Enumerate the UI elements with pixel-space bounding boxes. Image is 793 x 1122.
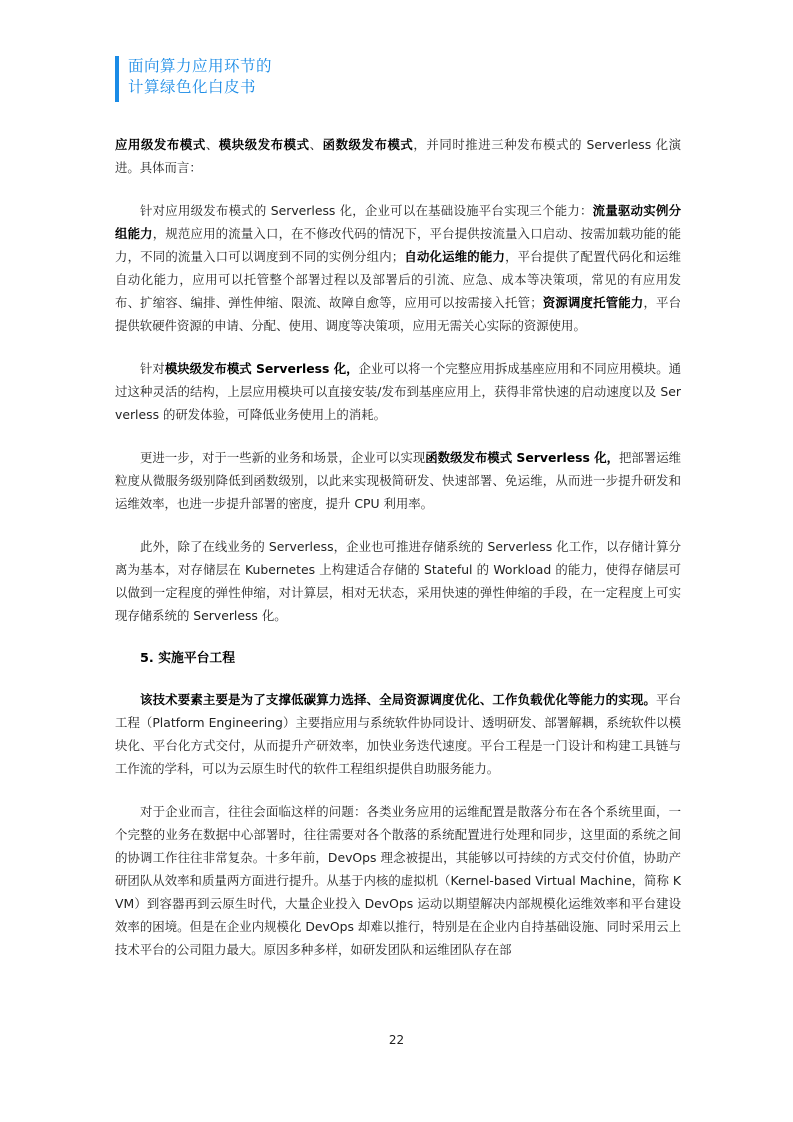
paragraph-application-level (115, 199, 681, 337)
text-span: ，规范应用的流量入口，在不修改代码的情况下，平台提供按流量入口启动、按需加载功能的能力，不同的流量入口可以调度到不同的实例分组内； (115, 226, 682, 264)
text-span: 更进一步，对于一些新的业务和场景，企业可以实现 (140, 450, 426, 465)
text-span: 企业可以将一个完整应用拆成基座应用和不同应用模块。通过这种灵活的结构，上层应用模块可以直接安装/发布到基座应用上，获得非常快速的启动速度以及 Serverless 的研发体验，可降低业务使用上的消耗。 (115, 361, 682, 422)
bold-term: 该技术要素主要是为了支撑低碳算力选择、全局资源调度优化、工作负载优化等能力的实现。 (140, 692, 657, 707)
bold-term: 资源调度托管能力 (542, 295, 644, 310)
document-body (115, 133, 681, 981)
bold-term: 流量驱动实例分组能力 (115, 203, 681, 241)
text-span: ，并同时推进三种发布模式的 Serverless 化演进。具体而言： (115, 137, 682, 175)
text-span: 、 (205, 137, 219, 152)
paragraph-storage-serverless (115, 535, 681, 627)
bold-term: 模块级发布模式 (218, 137, 310, 152)
text-span: 针对 (140, 361, 165, 376)
paragraph-function-level (115, 446, 681, 515)
bold-term: 自动化运维的能力 (404, 249, 506, 264)
bold-term: 应用级发布模式 (115, 137, 206, 152)
text-span: ，平台提供了配置代码化和运维自动化能力，应用可以托管整个部署过程以及部署后的引流、应急、成本等决策项，常见的有应用发布、扩缩容、编排、弹性伸缩、限流、故障自愈等，应用可以按需接入托管； (115, 249, 682, 310)
text-span: 针对应用级发布模式的 Serverless 化，企业可以在基础设施平台实现三个能力： (140, 203, 593, 218)
paragraph-devops (115, 800, 681, 961)
section-heading: 5. 实施平台工程 (140, 651, 236, 666)
header-title-line-1: 面向算力应用环节的 (128, 57, 273, 75)
paragraph-release-modes (115, 133, 681, 179)
bold-term: 模块级发布模式 Serverless 化， (164, 361, 359, 376)
header-title-line-2: 计算绿色化白皮书 (128, 78, 257, 96)
paragraph-module-level (115, 357, 681, 426)
page-number: 22 (388, 1033, 405, 1047)
bold-term: 函数级发布模式 Serverless 化， (425, 450, 619, 465)
text-span: ，平台提供软硬件资源的申请、分配、使用、调度等决策项，应用无需关心实际的资源使用。 (115, 295, 682, 333)
text-span: 、 (309, 137, 323, 152)
bold-term: 函数级发布模式 (322, 137, 414, 152)
document-header (115, 56, 272, 102)
text-span: 对于企业而言，往往会面临这样的问题：各类业务应用的运维配置是散落分布在各个系统里面，一个完整的业务在数据中心部署时，往往需要对各个散落的系统配置进行处理和同步，这里面的系统之间的协调工作往往非常复杂。十多年前，DevOps 理念被提出，其能够以可持续的方式交付价值，协助产研团队从效率和质量两方面进行提升。从基于内核的虚拟机（Kernel-based Virtual Machine，简称 KVM）到容器再到云原生时代，大量企业投入 DevOps 运动以期望解决内部规模化运维效率和平台建设效率的困境。但是在企业内规模化 DevOps 却难以推行，特别是在企业内自持基础设施、同时采用云上技术平台的公司阻力最大。原因多种多样，如研发团队和运维团队存在部 (115, 804, 681, 957)
paragraph-platform-engineering (115, 688, 681, 780)
text-span: 此外，除了在线业务的 Serverless，企业也可推进存储系统的 Serverless 化工作，以存储计算分离为基本，对存储层在 Kubernetes 上构建适合存储的 Stateful 的 Workload 的能力，使得存储层可以做到一定程度的弹性伸缩，对计算层，相对无状态，采用快速的弹性伸缩的手段，在一定程度上可实现存储系统的 Serverless 化。 (115, 539, 681, 623)
text-span: 平台工程（Platform Engineering）主要指应用与系统软件协同设计、透明研发、部署解耦，系统软件以模块化、平台化方式交付，从而提升产研效率，加快业务迭代速度。平台工程是一门设计和构建工具链与工作流的学科，可以为云原生时代的软件工程组织提供自助服务能力。 (115, 692, 682, 776)
text-span: 把部署运维粒度从微服务级别降低到函数级别，以此来实现极简研发、快速部署、免运维，从而进一步提升研发和运维效率，也进一步提升部署的密度，提升 CPU 利用率。 (115, 450, 682, 511)
